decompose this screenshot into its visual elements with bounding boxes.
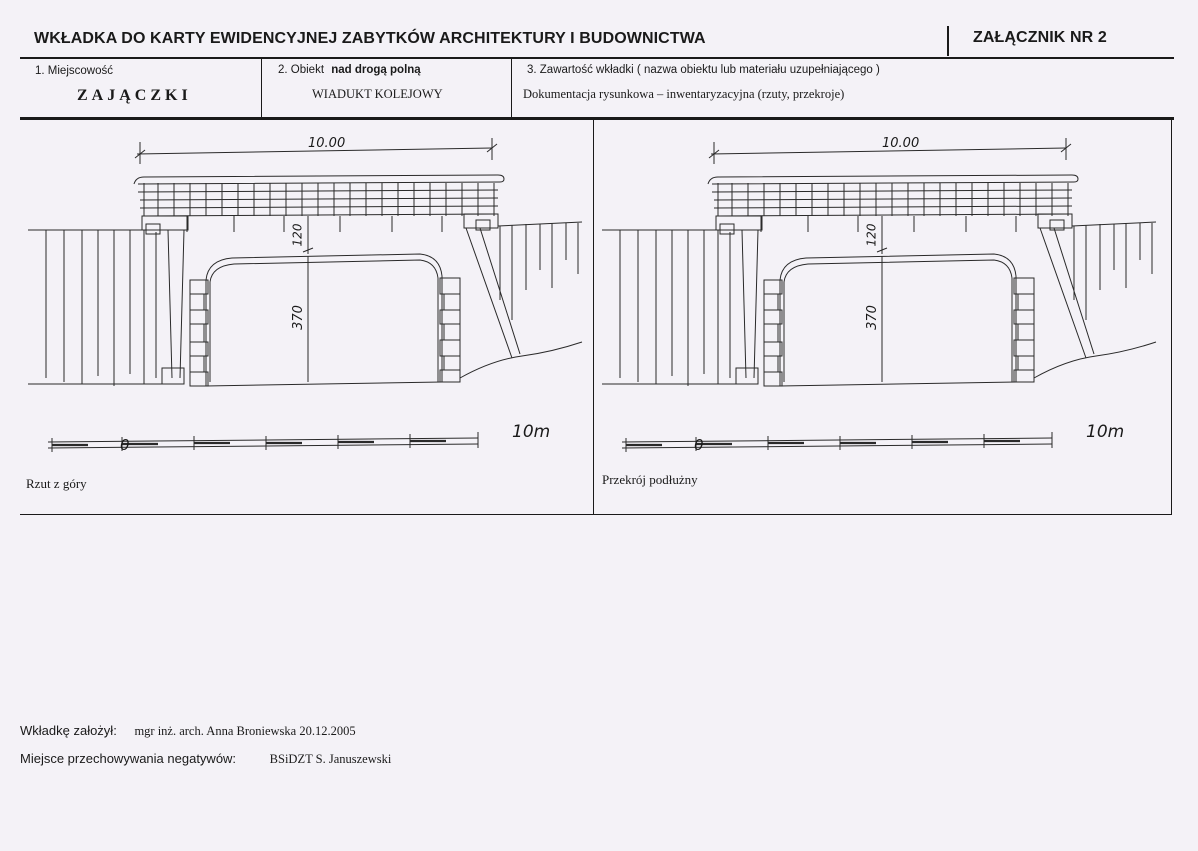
dim-height-main-1: 370 xyxy=(290,305,306,330)
object-label-text: 2. Obiekt xyxy=(278,64,325,76)
dim-height-main-2: 370 xyxy=(864,305,880,330)
storage-label: Miejsce przechowywania negatywów: xyxy=(20,751,237,766)
dim-height-top-2: 120 xyxy=(864,223,879,247)
header-rule xyxy=(20,57,1174,59)
author-row xyxy=(20,723,356,739)
locality-value: ZAJĄCZKI xyxy=(77,87,192,104)
object-value: WIADUKT KOLEJOWY xyxy=(312,87,443,101)
panel-right-border xyxy=(1171,119,1172,515)
viaduct-drawing-1 xyxy=(22,120,592,514)
content-value: Dokumentacja rysunkowa – inwentaryzacyjna (rzuty, przekroje) xyxy=(523,87,845,101)
scale-end-1: 10m xyxy=(512,422,551,442)
attachment-label: ZAŁĄCZNIK NR 2 xyxy=(973,29,1107,46)
panels-bottom-rule xyxy=(20,514,1172,515)
content-label: 3. Zawartość wkładki ( nazwa obiektu lub materiału uzupełniającego ) xyxy=(527,64,880,76)
storage-row xyxy=(20,751,391,767)
viaduct-drawing-2 xyxy=(596,120,1166,514)
dim-top-2: 10.00 xyxy=(882,136,920,151)
object-label-bold: nad drogą polną xyxy=(331,64,421,76)
drawing-panel-2 xyxy=(596,120,1170,514)
storage-value: BSiDZT S. Januszewski xyxy=(269,752,392,766)
locality-label: 1. Miejscowość xyxy=(35,65,113,77)
author-value: mgr inż. arch. Anna Broniewska 20.12.2005 xyxy=(134,724,356,738)
scale-start-1: 0 xyxy=(120,436,130,454)
form-title: WKŁADKA DO KARTY EWIDENCYJNEJ ZABYTKÓW ARCHITEKTURY I BUDOWNICTWA xyxy=(34,30,706,47)
panel-divider xyxy=(593,119,594,515)
author-label: Wkładkę założył: xyxy=(20,723,117,738)
header-divider xyxy=(947,26,949,56)
object-label xyxy=(278,64,421,76)
dim-height-top-1: 120 xyxy=(290,223,305,247)
scale-end-2: 10m xyxy=(1086,422,1125,442)
drawing-panel-1 xyxy=(22,120,592,514)
dim-top-1: 10.00 xyxy=(308,136,346,151)
drawing-caption-1: Rzut z góry xyxy=(26,476,87,491)
field-divider-1 xyxy=(261,59,262,117)
drawing-caption-2: Przekrój podłużny xyxy=(602,472,698,487)
scale-start-2: 0 xyxy=(694,436,704,454)
field-divider-2 xyxy=(511,59,512,117)
